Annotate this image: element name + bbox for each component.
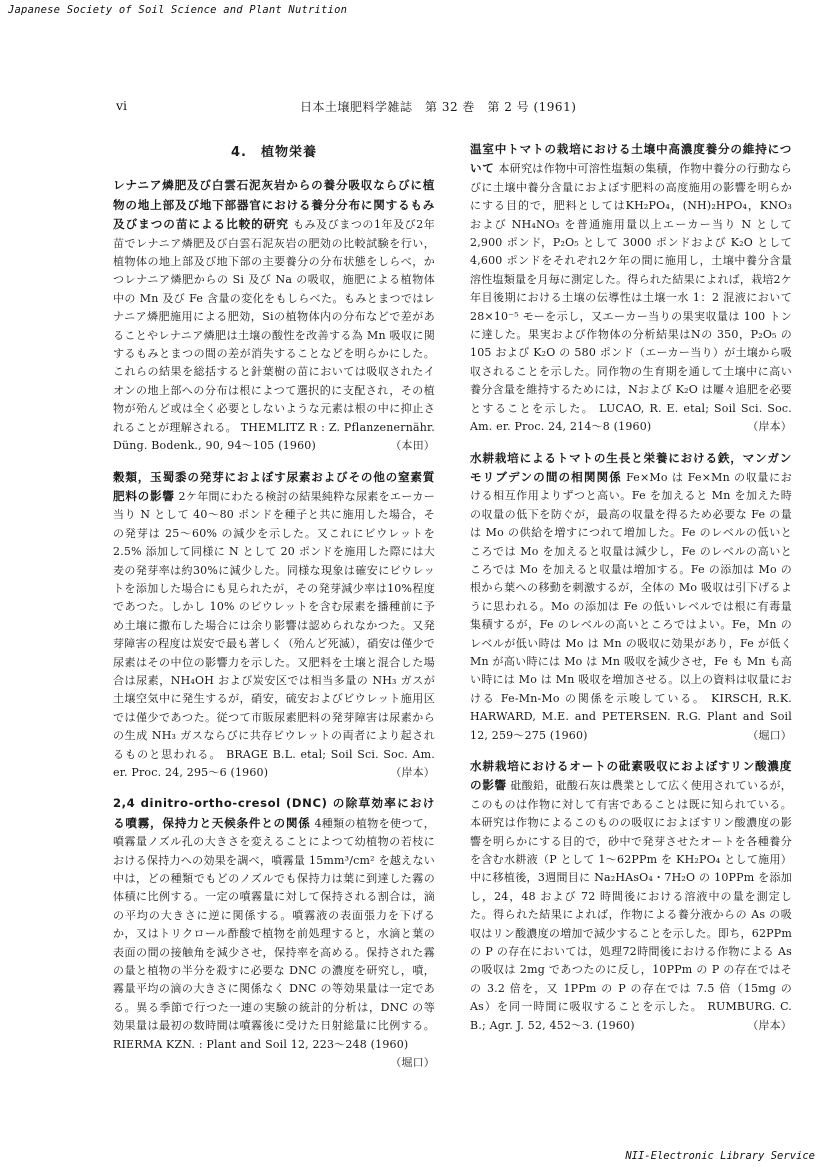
article-title: 水耕栽培におけるオートの砒素吸収におよぼすリン酸濃度の影響 [470, 759, 792, 793]
article-reference: THEMLITZ R : Z. Pflanzenernähr. Düng. Bodenk., 90, 94〜105 (1960) [113, 420, 435, 453]
abstracter-name: （堀口） [390, 1056, 435, 1070]
article-reference: LUCAO, R. E. etal; Soil Sci. Soc. Am. er. Proc. 24, 214〜8 (1960) [470, 401, 792, 434]
article-reference: RUMBURG. C. B.; Agr. J. 52, 452〜3. (1960) [470, 1000, 792, 1032]
abstract-article [113, 176, 435, 455]
article-body: 4種類の植物を使つて，噴霧量ノズル孔の大きさを変えることによつて幼植物の若枝における保持力への効果を調べ，噴霧量 15mm³/cm² を越えない中は，どの種類でもどのノズルでも保持力は葉に到達した霧の体積に比例する。一定の噴霧量に対して保持される割合は，滴の平均の大きさに逆に関係する。噴霧液の表面張力を下げるか，又はトリクロール酢酸で植物を前処理すると，水滴と葉の表面の間の接触角を減少させ，保持率を高める。保持された霧の量と植物の半分を殺すに必要な DNC の濃度を研究し，噴，霧量平均の滴の大きさに関係なく DNC の等効果量は一定である。異る季節で行つた一連の実験の統計的分析は，DNC の等効果量は最初の数時間は噴霧後に受けた日射総量に比例する。 [113, 816, 435, 1033]
article-body: 本研究は作物中可溶性塩類の集積，作物中養分の行動ならびに土壌中養分含量におよぼす肥料の高度施用の影響を明らかにする目的で，肥料としてはKH₂PO₄，(NH)₂HPO₄，KNO₃ および NH₄NO₃ を普通施用量以上エーカー当り N として 2,900 ポンド，P₂O₅ として 3000 ポンドおよび K₂O として 4,600 ポンドをそれぞれ2ケ年の間に施用し，土壌中養分含量溶性塩類量を月毎に測定した。得られた結果によれば，栽培2ケ年目後期における土壌の伝導性は土壌一水 1：2 混液において 28×10⁻⁵ モーを示し，又エーカー当りの果実収量は 100 トンに達した。果実および作物体の分析結果はNの 350，P₂O₅ の 105 および K₂O の 580 ポンド（エーカー当り）が土壌から吸収されることを示した。同作物の生育期を通して土壌中に高い養分含量を維持するためには，Nおよび K₂O は屢々追肥を必要とすることを示した。 [470, 162, 792, 415]
article-title: 穀類，玉蜀黍の発芽におよぼす尿素およびその他の窒素質肥料の影響 [113, 469, 435, 503]
abstract-article [113, 468, 435, 783]
abstracter-name: （岸本） [390, 766, 435, 779]
article-title: 温室中トマトの栽培における土壌中高濃度養分の維持について [470, 142, 792, 176]
abstract-article [470, 449, 792, 746]
section-heading: 4. 植物栄養 [231, 145, 317, 160]
article-title: 水耕栽培によるトマトの生長と栄養における鉄，マンガンモリブデンの間の相関関係 [470, 450, 792, 484]
abstracter-name: （堀口） [747, 728, 792, 742]
abstract-article [113, 794, 435, 1072]
page-folio: vi [116, 98, 128, 113]
left-column [113, 140, 435, 1140]
article-reference: BRAGE B.L. etal; Soil Sci. Soc. Am. er. Proc. 24, 295〜6 (1960) [113, 747, 435, 779]
article-title: 2,4 dinitro-ortho-cresol (DNC) の除草効率における噴霧，保持力と天候条件との関係 [113, 796, 435, 830]
abstract-article [470, 757, 792, 1035]
abstracter-name: （岸本） [747, 420, 792, 434]
abstract-article [470, 140, 792, 437]
abstracter-name: （本田） [390, 439, 435, 453]
archive-banner-top: Japanese Society of Soil Science and Plant Nutrition [8, 4, 348, 16]
article-body: もみ及びまつの1年及び2年苗でレナニア燐肥及び白雲石泥灰岩の肥効の比較試験を行い，植物体の地上部及び地下部の主要養分の分布状態をしらべ，かつレナニア燐肥からの Si 及び Na の吸収，施肥による植物体中の Mn 及び Fe 含量の変化をもしらべた。もみとまつではレナニア燐肥施用による肥効，Siの植物体内の分布などで差があることやレナニア燐肥は土壌の酸性を改善する為 Mn 吸収に関するもみとまつの間の差が消失することなどを明らかにした。これらの結果を総括すると針葉樹の苗においては吸収されたイオンの地上部への分布は根によつて選択的に支配され，その植物が殆んど或は全く必要としないような元素は根の中に抑止されることが理解される。 [113, 218, 435, 434]
article-reference: RIERMA KZN. : Plant and Soil 12, 223〜248 (1960) [113, 1037, 409, 1051]
right-column [470, 140, 792, 1140]
abstracter-name: （岸本） [747, 1018, 792, 1032]
archive-banner-bottom: NII-Electronic Library Service [625, 1150, 815, 1162]
article-body: 砒酸鉛，砒酸石灰は農業として広く使用されているが，このものは作物に対して有害であることは既に知られている。本研究は作物によるこのものの吸収におよぼすリン酸濃度の影響を明らかにする目的で，砂中で発芽させたオートを各種養分を含む水耕液（P として 1〜62PPm を KH₂PO₄ として施用）中に移植後，3週間目に Na₂HAsO₄・7H₂O の 10PPm を添加し，24，48 および 72 時間後における溶液中の量を測定した。得られた結果によれば，作物による養分液からの As の吸収はリン酸濃度の増加で減少することを示した。即ち，62PPm の P の存在においては，処理72時間後における作物による As の吸収は 2mg であつたのに反し，10PPm の P の存在ではその 3.2 倍を，又 1PPm の P の存在では 7.5 倍（15mg の As）を同一時間に吸収することを示した。 [470, 779, 792, 1014]
article-title: レナニア燐肥及び白雲石泥灰岩からの養分吸収ならびに植物の地上部及び地下部器官における養分分布に関するもみ及びまつの苗による比較的研究 [113, 178, 435, 232]
article-reference: KIRSCH, R.K. HARWARD, M.E. and PETERSEN. R.G. Plant and Soil 12, 259〜275 (1960) [470, 691, 792, 742]
running-head: 日本土壌肥料学雑誌 第 32 巻 第 2 号 (1961) [300, 100, 577, 114]
article-body: Fe×Mo は Fe×Mn の収量における相互作用よりずつと高い。Fe を加えると Mn を加えた時の収量の低下を防ぐが，最高の収量を得るため必要な Fe の量は Mo の供給を増すにつれて増加した。Fe のレベルの低いところでは Mo を加えると収量は減少し，Fe のレベルの高いところでは Mo を加えると収量は増加する。Fe の添加は Mo の根から葉への移動を刺激するが，全体の Mo 吸収は引下げるように思われる。Mo の添加は Fe の低いレベルでは根に有毒量集積するが，Fe のレベルの高いところではよい。Fe，Mn のレベルが低い時は Mo は Mn の吸収に効果があり，Fe が低く Mn が高い時には Mo は Mn 吸収を減少させ，Fe も Mn も高い時には Mo は Mn 吸収を増加させる。以上の資料は収量における Fe-Mn-Mo の関係を示唆している。 [470, 470, 792, 705]
article-body: 2ケ年間にわたる検討の結果純粋な尿素をエーカー当り N として 40〜80 ポンドを種子と共に施用した場合，その発芽は 25〜60% の減少を示した。又これにビウレットを 2.5% 添加して同様に N として 20 ポンドを施用した際には大麦の発芽率は約30%に減少した。同様な現象は確安にビウレットを添加した場合にも見られたが，その発芽減少率は10%程度であつた。しかし 10% のビウレットを含む尿素を播種前に予め土壌に撒布した場合には余り影響は認められなかつた。又発芽障害の程度は炭安で最も著しく（殆んど死滅），硝安は僅少で尿素はその中位の影響力を示した。又肥料を土壌と混合した場合は尿素，NH₄OH および炭安区では相当多量の NH₃ ガスが土壌空気中に発生するが，硝安，硫安およびビウレット施用区では僅少であつた。従つて市販尿素肥料の発芽障害は尿素からの生成 NH₃ ガスならびに共存ビウレットの両者により起されるものと思われる。 [113, 489, 435, 761]
